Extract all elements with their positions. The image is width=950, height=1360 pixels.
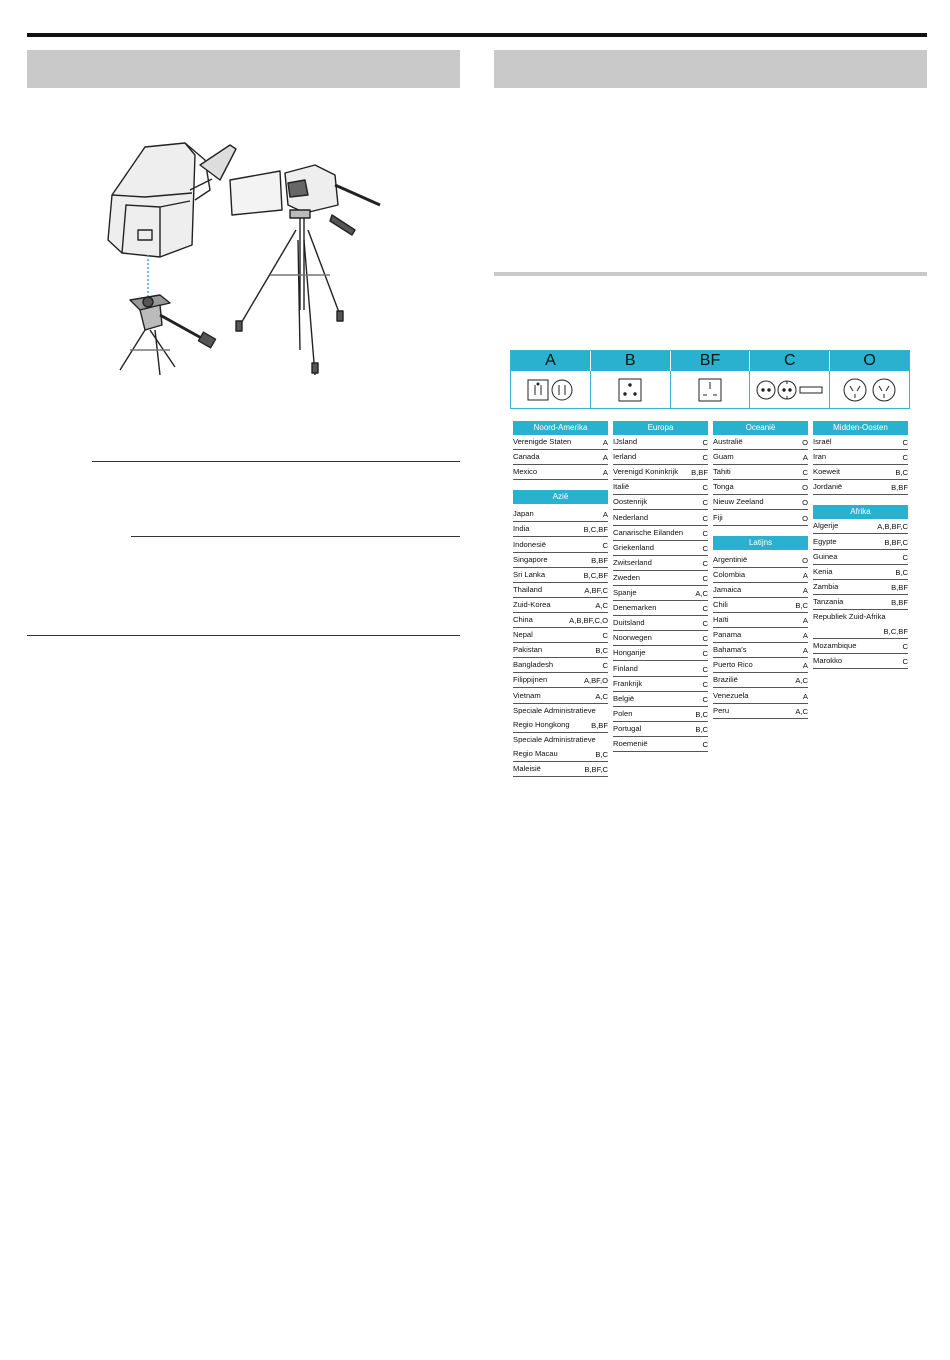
country-row — [713, 628, 808, 643]
region-list-afrika — [813, 519, 908, 669]
country-row — [713, 510, 808, 525]
plug-codes: B,C — [695, 709, 708, 719]
country-name: Panama — [713, 630, 742, 640]
plug-codes: A,C — [595, 691, 608, 701]
plug-codes: B,BF — [591, 720, 608, 730]
plug-codes: C — [702, 604, 708, 614]
country-row — [513, 673, 608, 688]
plug-codes: B,C — [895, 567, 908, 577]
plug-codes: C — [702, 739, 708, 749]
country-row — [613, 692, 708, 707]
country-name: Algerije — [813, 521, 839, 531]
country-row — [613, 571, 708, 586]
plug-codes: B,BF,C — [884, 537, 908, 547]
divider-line — [131, 536, 460, 537]
country-name: Chili — [713, 599, 728, 609]
country-name: Tonga — [713, 482, 734, 492]
country-name: Italië — [613, 482, 630, 492]
country-name: Mozambique — [813, 641, 857, 651]
country-name: Koeweit — [813, 467, 841, 477]
country-row — [713, 658, 808, 673]
country-row — [813, 450, 908, 465]
country-name: Iran — [813, 452, 827, 462]
region-column-3 — [713, 421, 808, 719]
region-list-midden-oosten — [813, 435, 908, 495]
country-name: Venezuela — [713, 690, 749, 700]
country-name: Frankrijk — [613, 678, 643, 688]
plug-codes: C — [702, 543, 708, 553]
country-name: Zuid-Korea — [513, 599, 551, 609]
plug-codes: C — [702, 438, 708, 448]
plug-codes: C — [902, 438, 908, 448]
country-name: Polen — [613, 708, 633, 718]
country-name: Duitsland — [613, 618, 645, 628]
plug-codes: C — [702, 619, 708, 629]
plug-codes: A — [602, 438, 608, 448]
plug-codes: A,C — [695, 589, 708, 599]
plug-codes: A — [602, 453, 608, 463]
country-row — [713, 435, 808, 450]
country-row — [613, 737, 708, 752]
country-name-line2: Regio Hongkong — [513, 719, 570, 729]
country-row — [613, 510, 708, 525]
country-name: Republiek Zuid-Afrika — [813, 611, 886, 621]
country-name: Finland — [613, 663, 638, 673]
country-name: Jamaica — [713, 584, 742, 594]
plug-codes: B,C — [595, 646, 608, 656]
country-row — [813, 565, 908, 580]
country-row — [713, 613, 808, 628]
country-name: Canada — [513, 452, 540, 462]
country-row — [613, 616, 708, 631]
country-row — [713, 553, 808, 568]
country-row — [513, 450, 608, 465]
plug-codes: C — [702, 573, 708, 583]
section-header-left — [27, 50, 460, 88]
plug-bf-icon — [671, 371, 751, 408]
country-row — [613, 495, 708, 510]
country-name: Nepal — [513, 630, 533, 640]
plug-type-label: C — [750, 351, 830, 371]
country-row — [813, 550, 908, 565]
plug-codes: A — [802, 570, 808, 580]
country-name: Spanje — [613, 588, 637, 598]
plug-codes: C — [702, 513, 708, 523]
country-name-line1: Speciale Administratieve — [513, 705, 596, 715]
region-header-noord-amerika: Noord-Amerika — [513, 421, 608, 435]
plug-codes: C — [702, 483, 708, 493]
plug-codes: B,BF,C — [584, 764, 608, 774]
top-rule — [27, 33, 927, 37]
plug-codes: C — [702, 649, 708, 659]
country-row — [813, 435, 908, 450]
country-name: Bangladesh — [513, 660, 554, 670]
country-name: Verenigde Staten — [513, 437, 572, 447]
plug-type-label: BF — [671, 351, 751, 371]
plug-codes: O — [802, 555, 808, 565]
country-name: Griekenland — [613, 542, 654, 552]
country-name: Guinea — [813, 551, 838, 561]
plug-codes: A — [802, 616, 808, 626]
plug-codes: C — [702, 453, 708, 463]
plug-type-table — [510, 350, 910, 409]
country-name: Japan — [513, 509, 534, 519]
plug-codes: B,BF — [691, 468, 708, 478]
region-header-azie: Azië — [513, 490, 608, 504]
country-row — [513, 762, 608, 777]
country-row — [713, 643, 808, 658]
country-row — [813, 465, 908, 480]
plug-codes: C — [702, 664, 708, 674]
country-name: Bahama's — [713, 645, 747, 655]
plug-codes: B,C — [595, 749, 608, 759]
region-list-europa — [613, 435, 708, 752]
country-name: Indonesië — [513, 539, 546, 549]
plug-codes: C — [602, 631, 608, 641]
country-name: Maleisië — [513, 763, 541, 773]
country-name: Verenigd Koninkrijk — [613, 467, 679, 477]
country-row — [613, 646, 708, 661]
country-row — [513, 688, 608, 703]
country-row — [513, 598, 608, 613]
country-name: Canarische Eilanden — [613, 527, 684, 537]
plug-codes: B,BF — [891, 483, 908, 493]
plug-codes: O — [802, 498, 808, 508]
country-name: Puerto Rico — [713, 660, 753, 670]
plug-codes: C — [702, 694, 708, 704]
country-row — [613, 601, 708, 616]
country-name: Mexico — [513, 467, 538, 477]
plug-codes: A — [802, 453, 808, 463]
country-name: Nederland — [613, 512, 649, 522]
country-name: Kenia — [813, 566, 833, 576]
country-name: Hongarije — [613, 648, 646, 658]
plug-icon-row — [511, 371, 909, 408]
region-column-1 — [513, 421, 608, 777]
plug-codes: A,B,BF,C — [877, 522, 908, 532]
region-header-europa: Europa — [613, 421, 708, 435]
plug-type-label: B — [591, 351, 671, 371]
country-name: Pakistan — [513, 645, 543, 655]
section-header-right — [494, 50, 927, 88]
plug-codes: C — [702, 634, 708, 644]
country-name: Vietnam — [513, 690, 541, 700]
plug-codes: A — [802, 661, 808, 671]
plug-codes: A,C — [795, 706, 808, 716]
country-row — [613, 556, 708, 571]
plug-codes: B,C — [695, 724, 708, 734]
country-row — [613, 480, 708, 495]
plug-codes: B,C — [795, 600, 808, 610]
plug-codes: A — [602, 510, 608, 520]
region-list-latijns — [713, 553, 808, 719]
country-row — [813, 534, 908, 549]
plug-type-header-row — [511, 351, 909, 371]
plug-codes: C — [702, 558, 708, 568]
country-row — [513, 435, 608, 450]
plug-codes: C — [602, 540, 608, 550]
country-row — [713, 480, 808, 495]
region-header-latijns: Latijns — [713, 536, 808, 550]
country-row — [613, 722, 708, 737]
plug-type-label: A — [511, 351, 591, 371]
country-name: Singapore — [513, 554, 548, 564]
country-name: Oostenrijk — [613, 497, 648, 507]
country-row — [813, 519, 908, 534]
country-row — [813, 480, 908, 495]
country-name: Colombia — [713, 569, 746, 579]
region-column-4 — [813, 421, 908, 669]
plug-codes: C — [902, 642, 908, 652]
country-name: Zambia — [813, 581, 839, 591]
divider-line — [92, 461, 460, 462]
country-name: Argentinië — [713, 554, 748, 564]
country-name: Zweden — [613, 572, 641, 582]
country-row — [713, 495, 808, 510]
region-list-noord-amerika — [513, 435, 608, 480]
country-row — [513, 465, 608, 480]
country-row — [713, 598, 808, 613]
country-name-line2: Regio Macau — [513, 748, 558, 758]
country-row — [813, 595, 908, 610]
country-row — [513, 643, 608, 658]
country-row — [513, 583, 608, 598]
country-row — [713, 450, 808, 465]
plug-a-icon — [511, 371, 591, 408]
country-row — [613, 707, 708, 722]
plug-codes: A,C — [595, 600, 608, 610]
plug-codes: A — [802, 691, 808, 701]
country-row — [613, 526, 708, 541]
country-name: Jordanië — [813, 482, 843, 492]
plug-o-icon — [830, 371, 909, 408]
divider-line — [27, 635, 460, 636]
plug-codes: A — [602, 468, 608, 478]
plug-codes: B,BF — [891, 597, 908, 607]
country-name: Fiji — [713, 512, 723, 522]
country-name: IJsland — [613, 437, 638, 447]
plug-c-icon — [750, 371, 830, 408]
country-name: Egypte — [813, 536, 837, 546]
plug-codes: B,BF — [591, 555, 608, 565]
country-row — [513, 733, 608, 762]
plug-codes: O — [802, 438, 808, 448]
plug-codes: C — [702, 498, 708, 508]
country-row — [613, 465, 708, 480]
plug-codes: A,B,BF,C,O — [569, 616, 608, 626]
country-name: Noorwegen — [613, 633, 652, 643]
country-name: Sri Lanka — [513, 569, 546, 579]
region-header-afrika: Afrika — [813, 505, 908, 519]
plug-codes: C — [902, 552, 908, 562]
country-row — [713, 583, 808, 598]
country-row — [513, 658, 608, 673]
country-row — [813, 654, 908, 669]
region-header-midden-oosten: Midden-Oosten — [813, 421, 908, 435]
plug-codes: A,BF,O — [583, 676, 608, 686]
country-name: België — [613, 693, 635, 703]
country-row — [513, 704, 608, 733]
country-name: Thailand — [513, 584, 543, 594]
country-row — [513, 553, 608, 568]
country-row — [713, 688, 808, 703]
country-name: Australië — [713, 437, 743, 447]
country-row — [813, 610, 908, 639]
tripod-camera-illustration — [100, 135, 400, 380]
plug-codes: B,C,BF — [883, 626, 908, 636]
country-row — [613, 541, 708, 556]
country-name: Ierland — [613, 452, 637, 462]
country-name: Tanzania — [813, 596, 844, 606]
plug-b-icon — [591, 371, 671, 408]
country-row — [713, 568, 808, 583]
plug-codes: B,C — [895, 468, 908, 478]
plug-codes: C — [602, 661, 608, 671]
country-row — [713, 465, 808, 480]
region-list-oceanie — [713, 435, 808, 526]
plug-codes: A,C — [795, 676, 808, 686]
region-header-oceanie: Oceanië — [713, 421, 808, 435]
plug-codes: O — [802, 513, 808, 523]
country-name: Haïti — [713, 615, 729, 625]
country-row — [513, 613, 608, 628]
country-name: Guam — [713, 452, 734, 462]
plug-codes: B,C,BF — [583, 525, 608, 535]
plug-codes: B,C,BF — [583, 570, 608, 580]
country-row — [613, 677, 708, 692]
plug-codes: C — [702, 679, 708, 689]
country-name: Portugal — [613, 723, 642, 733]
country-name: Roemenië — [613, 738, 648, 748]
country-row — [613, 586, 708, 601]
country-row — [813, 580, 908, 595]
country-row — [813, 639, 908, 654]
country-name-line1: Speciale Administratieve — [513, 734, 596, 744]
country-name: Israël — [813, 437, 832, 447]
country-name: Marokko — [813, 656, 843, 666]
country-name: Tahiti — [713, 467, 731, 477]
country-name: Filippijnen — [513, 675, 548, 685]
plug-codes: C — [902, 453, 908, 463]
plug-codes: A — [802, 585, 808, 595]
country-name: Zwitserland — [613, 557, 652, 567]
country-row — [613, 450, 708, 465]
country-row — [713, 673, 808, 688]
country-row — [613, 631, 708, 646]
region-column-2 — [613, 421, 708, 752]
country-name: Denemarken — [613, 603, 657, 613]
plug-codes: A,BF,C — [584, 585, 608, 595]
plug-codes: C — [802, 468, 808, 478]
plug-codes: O — [802, 483, 808, 493]
country-row — [513, 537, 608, 552]
plug-codes: A — [802, 631, 808, 641]
country-name: Nieuw Zeeland — [713, 497, 764, 507]
country-row — [613, 661, 708, 676]
country-name: Peru — [713, 705, 730, 715]
country-row — [513, 507, 608, 522]
country-row — [613, 435, 708, 450]
country-name: China — [513, 615, 533, 625]
region-list-azie — [513, 507, 608, 776]
country-row — [713, 704, 808, 719]
country-name: Brazilië — [713, 675, 738, 685]
country-row — [513, 522, 608, 537]
country-row — [513, 628, 608, 643]
plug-codes: C — [702, 528, 708, 538]
section-divider — [494, 272, 927, 276]
plug-codes: A — [802, 646, 808, 656]
plug-codes: C — [902, 657, 908, 667]
plug-codes: B,BF — [891, 582, 908, 592]
plug-type-label: O — [863, 352, 876, 369]
country-name: India — [513, 524, 530, 534]
country-row — [513, 568, 608, 583]
